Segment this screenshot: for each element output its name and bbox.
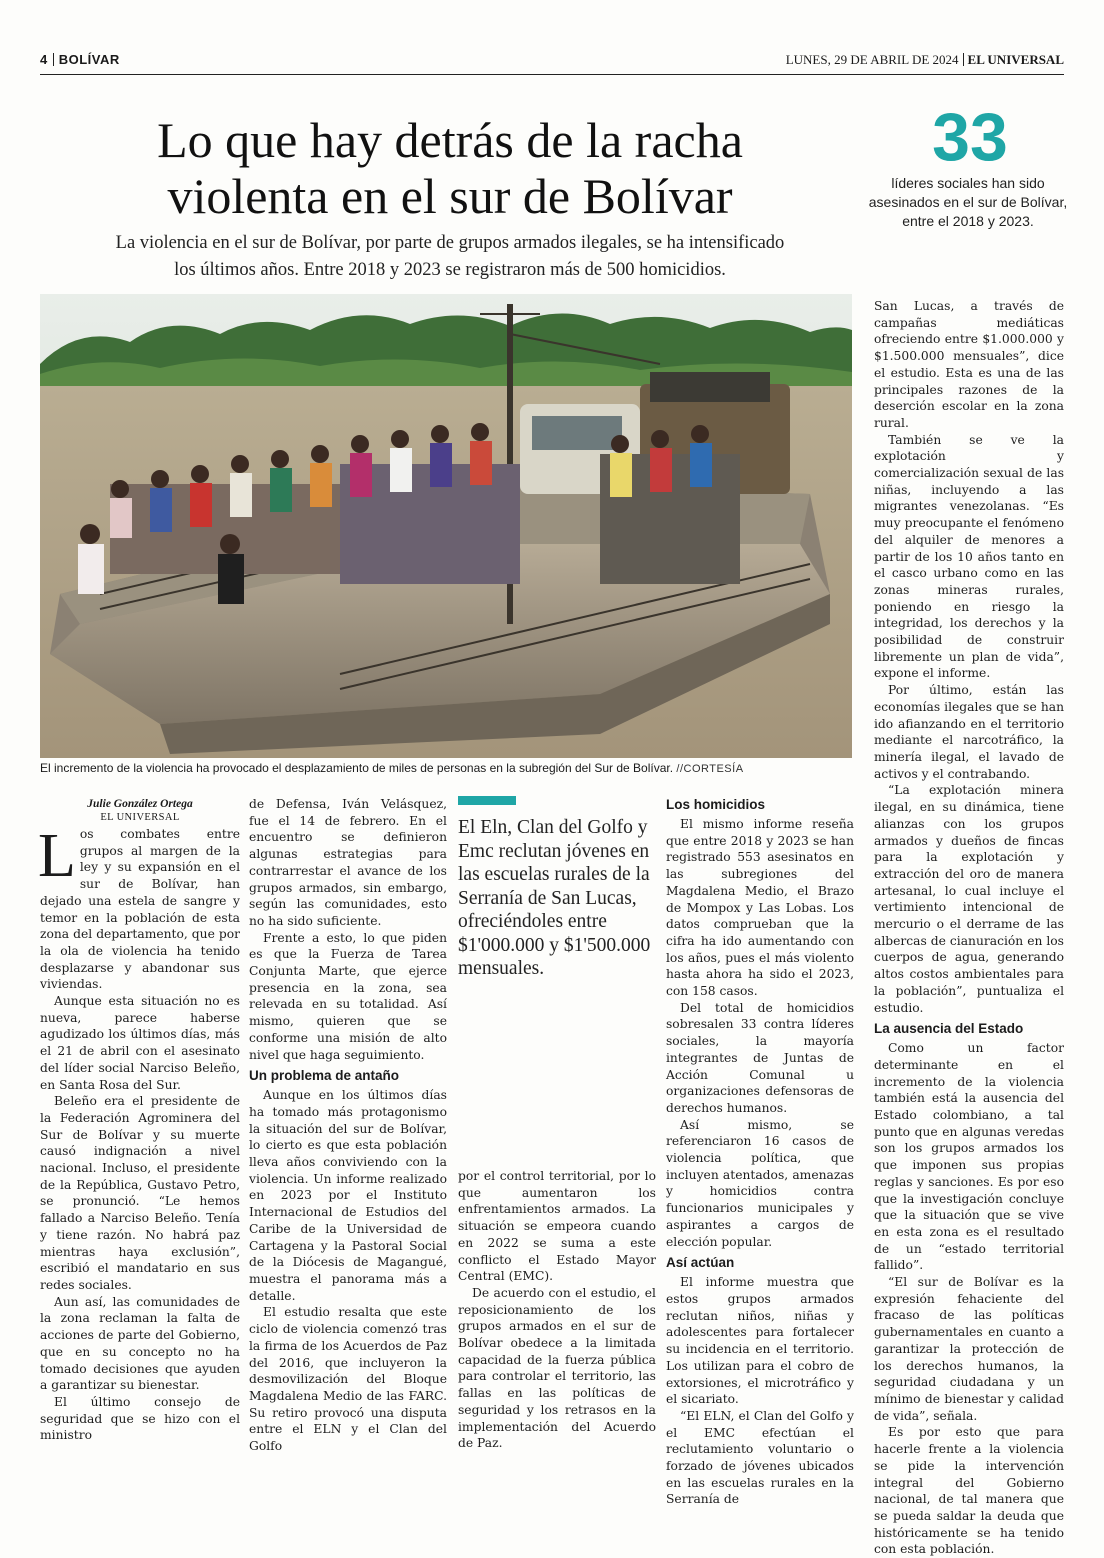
headline-line-1: Lo que hay detrás de la racha [157, 112, 743, 168]
paragraph: El estudio resalta que este ciclo de violencia comenzó tras la firma de los Acuerdos de Paz del 2016, que incluyeron la desmovilización del Bloque Magdalena Medio de las FARC. Su retiro provocó una disputa entre el ELN y el Clan del Golfo [249, 1305, 447, 1454]
paragraph: Así mismo, se referenciaron 16 casos de violencia política, que incluyen atentados, amenazas y homicidios contra funcionarios municipales y aspirantes a cargos de elección popular. [666, 1117, 854, 1249]
paragraph: de Defensa, Iván Velásquez, fue el 14 de febrero. En el encuentro se definieron algunas estrategias para contrarrestar el avance de los grupos armados, sin embargo, según las comunidades, esto no ha sido suficiente. [249, 797, 447, 928]
headline-line-2: violenta en el sur de Bolívar [167, 168, 733, 224]
column-3 [458, 1168, 656, 1452]
headline [70, 112, 830, 224]
paragraph: También se ve la explotación y comercialización sexual de las niñas, incluyendo a las migrantes venezolanas. “Es muy preocupante el fenómeno del alquiler de menores a partir de los 10 años tanto en el casco urbano como en las zonas mineras rurales, poniendo en riesgo la integridad, los derechos y la posibilidad de construir libremente un plan de vida”, expone el informe. [874, 432, 1064, 681]
paragraph: Frente a esto, lo que piden es que la Fuerza de Tarea Conjunta Marte, que ejerce presencia en la zona, sea relevada en su totalidad. Así mismo, quieren que se conforme una misión de alto nivel que haga seguimiento. [249, 930, 447, 1062]
page-number: 4 [40, 52, 48, 67]
stat-caption [868, 174, 1068, 231]
author-org: EL UNIVERSAL [100, 812, 180, 823]
column-4 [666, 792, 854, 1508]
section-label [40, 52, 120, 67]
caption-text: El incremento de la violencia ha provocado el desplazamiento de miles de personas en la subregión del Sur de Bolívar. [40, 761, 674, 775]
author-name: Julie González Ortega [87, 798, 193, 810]
stat-caption-line-3: entre el 2018 y 2023. [902, 213, 1034, 229]
paragraph: El informe muestra que estos grupos armados reclutan niños, niñas y adolescentes para fortalecer su incidencia en el territorio. Los utilizan para el cobro de extorsiones, el microtráfico y el sicariato. [666, 1275, 854, 1407]
paragraph: Beleño era el presidente de la Federación Agrominera del Sur de Bolívar y su muerte causó indignación a nivel nacional. Incluso, el presidente de la República, Gustavo Petro, se pronunció. “Le hemos fallado a Narciso Beleño. Tenía y tiene razón. No habrá paz mientras haya exclusión”, escribió el mandatario en sus redes sociales. [40, 1094, 240, 1292]
section-name: BOLÍVAR [58, 52, 120, 67]
paragraph: El mismo informe reseña que entre 2018 y 2023 se han registrado 553 asesinatos en las subregiones del Magdalena Medio, el Brazo de Mompox y Las Lobas. Los datos comprueban que la cifra ha ido aumentando con los años, pues el más violento hasta ahora ha sido el 2023, con 158 casos. [666, 817, 854, 999]
paragraph: De acuerdo con el estudio, el reposicionamiento de los grupos armados en el sur de Bolívar obedece a la limitada capacidad de la fuerza pública para controlar el territorio, las fallas en las políticas de seguridad y los retrasos en la implementación del Acuerdo de Paz. [458, 1285, 656, 1451]
column-1 [38, 822, 240, 1444]
paragraph: Como un factor determinante en el incremento de la violencia también está la ausencia del Estado colombiano, a tal punto que en algunas veredas son los grupos armados los que imponen sus propias reglas y sanciones. Es por eso que la investigación concluye que la situación que se vive en esta zona es el resultado de un “estado territorial fallido”. [874, 1041, 1064, 1273]
paragraph: “El ELN, el Clan del Golfo y el EMC efectúan el reclutamiento voluntario o forzado de jóvenes ubicados en las escuelas rurales en la Serranía de [666, 1408, 854, 1507]
drop-cap: L [38, 822, 76, 890]
paragraph: El último consejo de seguridad que se hizo con el ministro [40, 1394, 240, 1443]
stat-caption-line-2: asesinados en el sur de Bolívar, [868, 194, 1068, 210]
paragraph: Del total de homicidios sobresalen 33 contra líderes sociales, la mayoría integrantes de Juntas de Acción Comunal u organizaciones defensoras de derechos humanos. [666, 1000, 854, 1115]
paragraph: Es por esto que para hacerle frente a la violencia se pide la intervención integral del Gobierno nacional, de tal manera que se pueda saldar la deuda que históricamente se ha tenido con esta población. [874, 1425, 1064, 1557]
page-header [40, 52, 1064, 75]
subhead: Así actúan [666, 1255, 735, 1271]
paragraph: Aun así, las comunidades de la zona reclaman la falta de acciones de parte del Gobierno, que en su concepto no ha tomado decisiones que ayuden a garantizar su bienestar. [40, 1294, 240, 1393]
paragraph: Aunque en los últimos días ha tomado más protagonismo la situación del sur de Bolívar, lo cierto es que esta población lleva años conviviendo con la violencia. Un informe realizado en 2023 por el Instituto Internacional de Estudios del Caribe de la Universidad de Cartagena y la Pastoral Social de la Diócesis de Magangué, muestra el panorama más a detalle. [249, 1088, 447, 1303]
paragraph: Por último, están las economías ilegales que se han ido afianzando en el territorio mediante el narcotráfico, la minería ilegal, el lavado de activos y el contrabando. [874, 683, 1064, 781]
column-2 [249, 796, 447, 1455]
stat-caption-line-1: líderes sociales han sido [891, 175, 1045, 191]
paragraph-text: os combates entre grupos al margen de la ley y su expansión en el sur de Bolívar, han dejado una estela de sangre y temor en la población de esta zona del departamento, que por la ola de violencia ha tenido desplazarse y abandonar sus viviendas. [40, 827, 240, 992]
paragraph: por el control territorial, por lo que aumentaron los enfrentamientos armados. La situación se empeora cuando en 2022 se suma a este conflicto el Estado Mayor Central (EMC). [458, 1169, 656, 1284]
newspaper-name: EL UNIVERSAL [967, 52, 1064, 67]
paragraph [38, 822, 240, 993]
stat-number: 33 [932, 99, 1008, 175]
photo-caption [40, 760, 852, 777]
subhead: Los homicidios [666, 797, 766, 812]
paragraph: “El sur de Bolívar es la expresión fehaciente del fracaso de las políticas gubernamentales en cuanto a garantizar la protección de los derechos humanos, la seguridad ciudadana y un mínimo de bienestar y calidad de vida”, señala. [874, 1275, 1064, 1423]
paragraph: Aunque esta situación no es nueva, parece haberse agudizado los últimos días, más el 21 de abril con el asesinato del líder social Narciso Beleño, en Santa Rosa del Sur. [40, 994, 240, 1092]
subhead: La ausencia del Estado [874, 1021, 1024, 1037]
pullquote-accent-bar [458, 796, 516, 805]
deck-line-2: los últimos años. Entre 2018 y 2023 se registraron más de 500 homicidios. [174, 260, 726, 280]
byline [40, 797, 240, 824]
photo-credit: //CORTESÍA [676, 763, 744, 775]
ferry-photo [40, 294, 852, 758]
column-5 [874, 298, 1064, 1558]
dateline [786, 52, 1064, 68]
deck [70, 230, 830, 284]
paragraph: San Lucas, a través de campañas mediáticas ofreciendo entre $1.000.000 y $1.500.000 mensuales”, dice el estudio. Esta es una de las principales razones de la deserción escolar en la zona rural. [874, 299, 1064, 430]
issue-date: LUNES, 29 DE ABRIL DE 2024 [785, 52, 959, 67]
paragraph: “La explotación minera ilegal, en su dinámica, tiene alianzas con los grupos armados y dueños de fincas para la explotación y extracción del oro de manera artesanal, lo cual incluye el vertimiento intencional de mercurio o el derrame de las albercas de cianuración en los cuerpos de agua, generando altos costos ambientales para la población”, puntualiza el estudio. [874, 783, 1064, 1015]
pullquote: El Eln, Clan del Golfo y Emc reclutan jóvenes en las escuelas rurales de la Serranía de San Lucas, ofreciéndoles entre $1'000.000 y $1'500.000 mensuales. [458, 817, 651, 979]
subhead: Un problema de antaño [249, 1068, 400, 1084]
deck-line-1: La violencia en el sur de Bolívar, por parte de grupos armados ilegales, se ha intensificado [115, 233, 785, 253]
